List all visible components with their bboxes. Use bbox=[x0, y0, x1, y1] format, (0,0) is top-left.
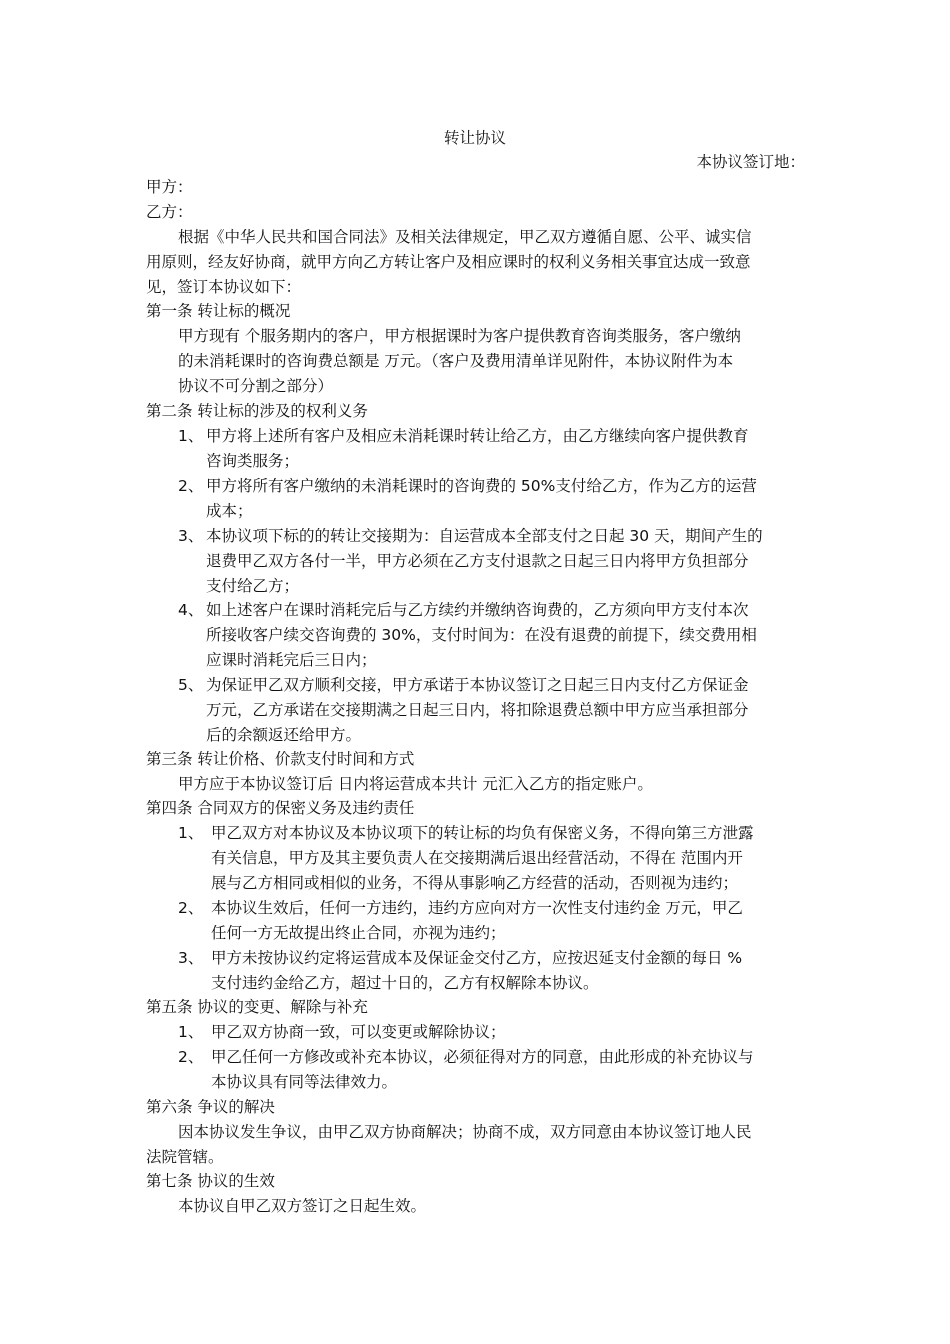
article-4-item-2-line-1: 本协议生效后，任何一方违约，违约方应向对方一次性支付违约金 万元，甲乙 bbox=[211, 899, 743, 917]
document-title: 转让协议 bbox=[443, 129, 506, 147]
signing-place-label: 本协议签订地： bbox=[696, 153, 805, 171]
article-1-line-3: 协议不可分割之部分） bbox=[178, 377, 334, 395]
intro-line-1: 根据《中华人民共和国合同法》及相关法律规定，甲乙双方遵循自愿、公平、诚实信 bbox=[178, 228, 752, 246]
article-2-item-1-number: 1、 bbox=[178, 427, 204, 445]
article-4-item-1-number: 1、 bbox=[178, 824, 204, 842]
article-2-item-3-number: 3、 bbox=[178, 527, 204, 545]
article-6-heading: 第六条 争议的解决 bbox=[146, 1098, 275, 1116]
article-2-item-2-number: 2、 bbox=[178, 477, 204, 495]
article-4-item-3-line-1: 甲方未按协议约定将运营成本及保证金交付乙方，应按迟延支付金额的每日 % bbox=[211, 949, 743, 967]
article-5-item-1-line-1: 甲乙双方协商一致，可以变更或解除协议； bbox=[211, 1023, 506, 1041]
article-2-item-1-line-1: 甲方将上述所有客户及相应未消耗课时转让给乙方，由乙方继续向客户提供教育 bbox=[206, 427, 749, 445]
intro-line-3: 见，签订本协议如下： bbox=[146, 278, 302, 296]
article-2-item-5-line-2: 万元，乙方承诺在交接期满之日起三日内，将扣除退费总额中甲方应当承担部分 bbox=[206, 701, 749, 719]
article-2-item-5-number: 5、 bbox=[178, 676, 204, 694]
article-2-item-3-line-2: 退费甲乙双方各付一半，甲方必须在乙方支付退款之日起三日内将甲方负担部分 bbox=[206, 552, 749, 570]
article-1-line-2: 的未消耗课时的咨询费总额是 万元。（客户及费用清单详见附件，本协议附件为本 bbox=[178, 352, 734, 370]
article-7-heading: 第七条 协议的生效 bbox=[146, 1172, 275, 1190]
article-1-line-1: 甲方现有 个服务期内的客户，甲方根据课时为客户提供教育咨询类服务，客户缴纳 bbox=[178, 327, 741, 345]
article-2-item-3-line-1: 本协议项下标的的转让交接期为：自运营成本全部支付之日起 30 天，期间产生的 bbox=[206, 527, 763, 545]
article-2-item-5-line-1: 为保证甲乙双方顺利交接，甲方承诺于本协议签订之日起三日内支付乙方保证金 bbox=[206, 676, 749, 694]
article-3-heading: 第三条 转让价格、价款支付时间和方式 bbox=[146, 750, 415, 768]
article-2-item-4-line-2: 所接收客户续交咨询费的 30%，支付时间为：在没有退费的前提下，续交费用相 bbox=[206, 626, 757, 644]
article-2-item-4-number: 4、 bbox=[178, 601, 204, 619]
article-4-heading: 第四条 合同双方的保密义务及违约责任 bbox=[146, 799, 415, 817]
article-4-item-1-line-2: 有关信息，甲方及其主要负责人在交接期满后退出经营活动，不得在 范围内开 bbox=[211, 849, 743, 867]
article-7-line: 本协议自甲乙双方签订之日起生效。 bbox=[178, 1197, 427, 1215]
article-4-item-2-number: 2、 bbox=[178, 899, 204, 917]
article-4-item-1-line-3: 展与乙方相同或相似的业务，不得从事影响乙方经营的活动，否则视为违约； bbox=[211, 874, 739, 892]
article-2-item-1-line-2: 咨询类服务； bbox=[206, 452, 300, 470]
article-2-heading: 第二条 转让标的涉及的权利义务 bbox=[146, 402, 368, 420]
article-2-item-3-line-3: 支付给乙方； bbox=[206, 577, 300, 595]
article-1-heading: 第一条 转让标的概况 bbox=[146, 302, 291, 320]
party-b-label: 乙方： bbox=[146, 203, 193, 221]
article-5-item-2-line-2: 本协议具有同等法律效力。 bbox=[211, 1073, 398, 1091]
article-4-item-1-line-1: 甲乙双方对本协议及本协议项下的转让标的均负有保密义务，不得向第三方泄露 bbox=[211, 824, 754, 842]
article-5-item-1-number: 1、 bbox=[178, 1023, 204, 1041]
article-6-line-2: 法院管辖。 bbox=[146, 1148, 224, 1166]
article-4-item-3-number: 3、 bbox=[178, 949, 204, 967]
party-a-label: 甲方： bbox=[146, 178, 193, 196]
article-2-item-2-line-1: 甲方将所有客户缴纳的未消耗课时的咨询费的 50%支付给乙方，作为乙方的运营 bbox=[206, 477, 757, 495]
article-2-item-4-line-3: 应课时消耗完后三日内； bbox=[206, 651, 377, 669]
article-5-item-2-number: 2、 bbox=[178, 1048, 204, 1066]
article-2-item-4-line-1: 如上述客户在课时消耗完后与乙方续约并缴纳咨询费的，乙方须向甲方支付本次 bbox=[206, 601, 749, 619]
article-4-item-3-line-2: 支付违约金给乙方，超过十日的，乙方有权解除本协议。 bbox=[211, 974, 599, 992]
article-2-item-5-line-3: 后的余额返还给甲方。 bbox=[206, 726, 362, 744]
article-5-heading: 第五条 协议的变更、解除与补充 bbox=[146, 998, 368, 1016]
article-6-line-1: 因本协议发生争议，由甲乙双方协商解决；协商不成，双方同意由本协议签订地人民 bbox=[178, 1123, 752, 1141]
intro-line-2: 用原则，经友好协商，就甲方向乙方转让客户及相应课时的权利义务相关事宜达成一致意 bbox=[146, 253, 751, 271]
article-2-item-2-line-2: 成本； bbox=[206, 502, 253, 520]
article-4-item-2-line-2: 任何一方无故提出终止合同，亦视为违约； bbox=[211, 924, 506, 942]
article-3-line: 甲方应于本协议签订后 日内将运营成本共计 元汇入乙方的指定账户。 bbox=[178, 775, 653, 793]
article-5-item-2-line-1: 甲乙任何一方修改或补充本协议，必须征得对方的同意，由此形成的补充协议与 bbox=[211, 1048, 754, 1066]
